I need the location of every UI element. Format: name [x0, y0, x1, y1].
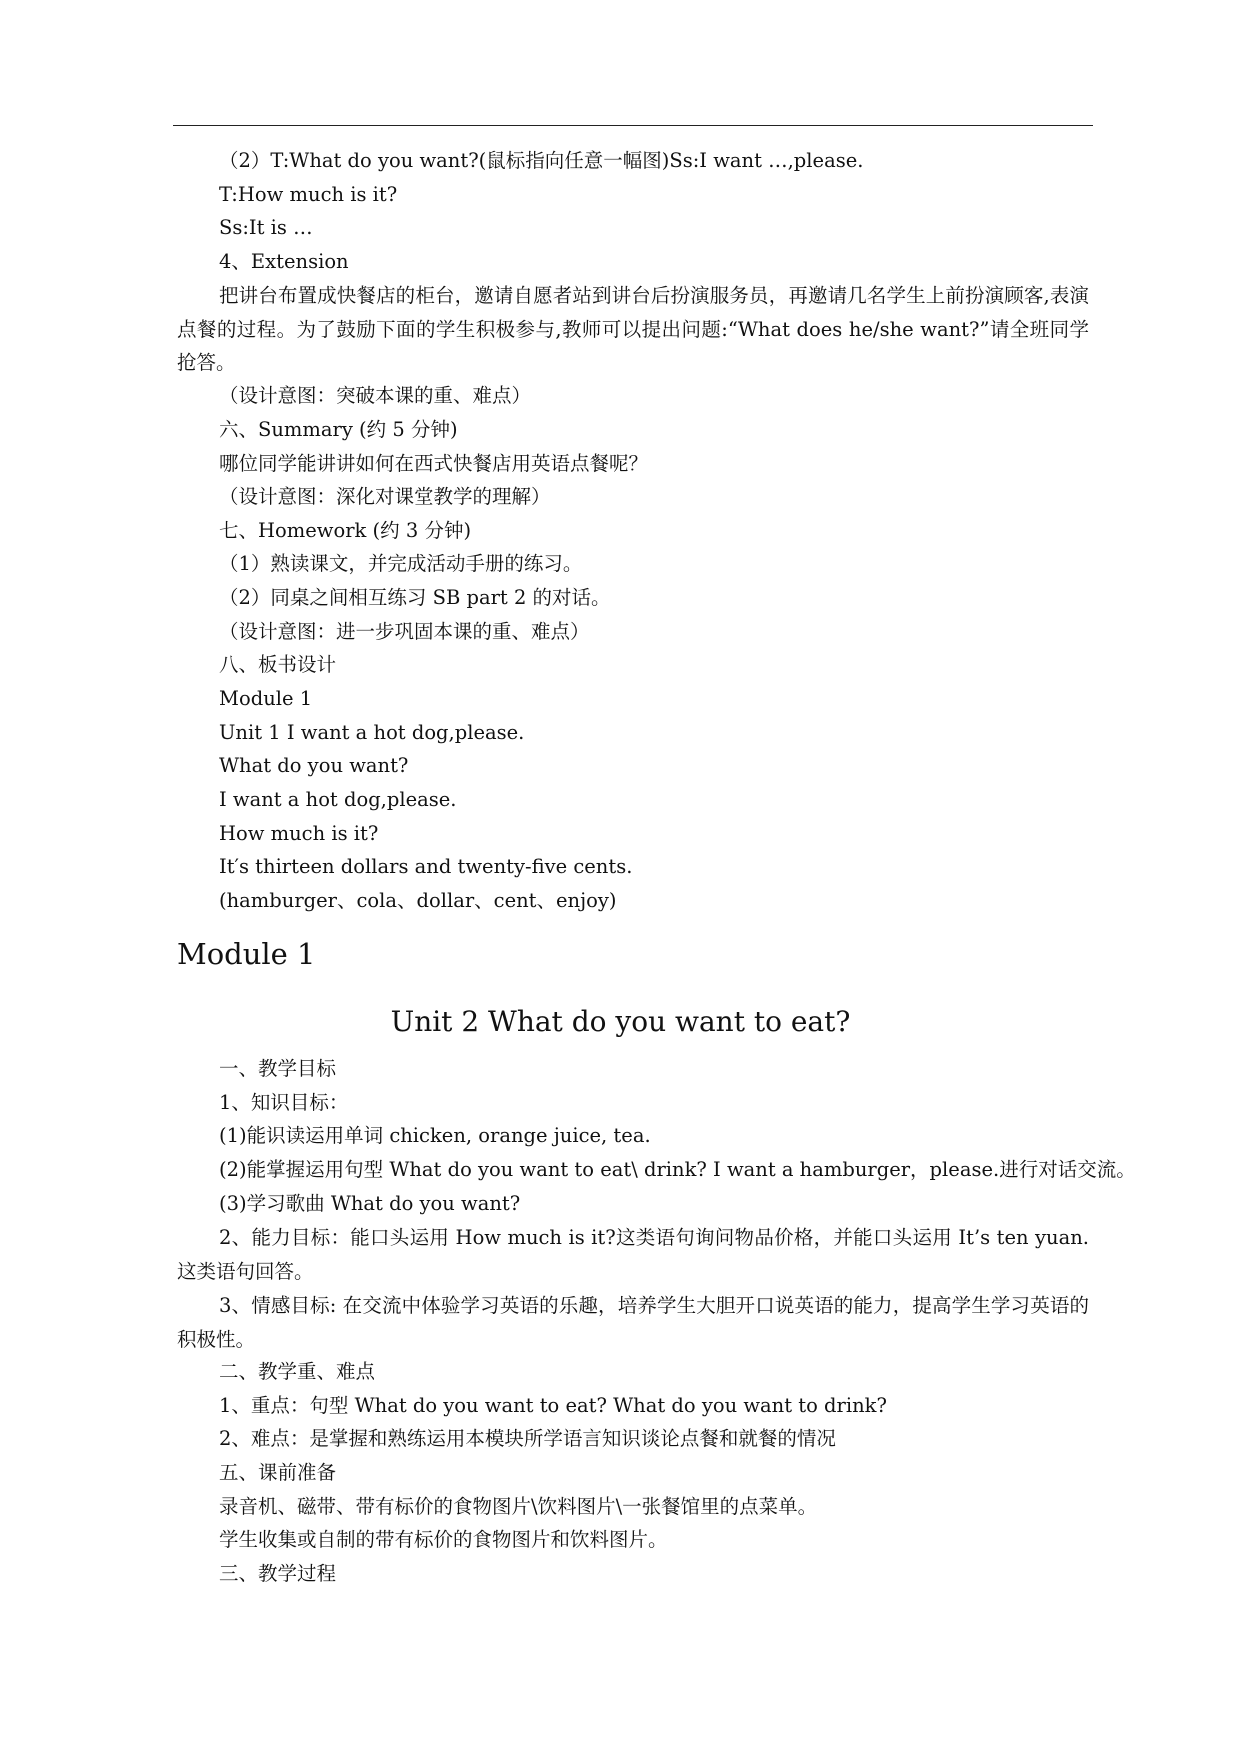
emotion-objective: 3、情感目标: 在交流中体验学习英语的乐趣，培养学生大胆开口说英语的能力，提高学生学习英语的积极性。	[177, 1294, 1089, 1351]
extension-heading: 4、Extension	[219, 250, 349, 273]
board-line: I want a hot dog,please.	[219, 788, 457, 811]
homework-item-1: （1）熟读课文，并完成活动手册的练习。	[219, 552, 583, 575]
board-line: (hamburger、cola、dollar、cent、enjoy)	[219, 889, 617, 912]
knowledge-item-2: (2)能掌握运用句型 What do you want to eat\ drink? I want a hamburger，please.进行对话交流。	[219, 1158, 1136, 1181]
knowledge-item-1: (1)能识读运用单词 chicken, orange juice, tea.	[219, 1124, 651, 1147]
objectives-heading: 一、教学目标	[219, 1057, 337, 1080]
extension-paragraph: 把讲台布置成快餐店的柜台，邀请自愿者站到讲台后扮演服务员，再邀请几名学生上前扮演顾客,表演点餐的过程。为了鼓励下面的学生积极参与,教师可以提出问题:“What does he/she want?”请全班同学抢答。	[177, 284, 1089, 375]
board-line: How much is it?	[219, 822, 379, 845]
teacher-question: T:How much is it?	[219, 183, 398, 206]
design-intent-3: （设计意图：进一步巩固本课的重、难点）	[219, 620, 590, 643]
preparation-heading: 五、课前准备	[219, 1461, 337, 1484]
homework-heading: 七、Homework (约 3 分钟)	[219, 519, 472, 542]
knowledge-heading: 1、知识目标：	[219, 1091, 349, 1114]
process-heading: 三、教学过程	[219, 1562, 337, 1585]
unit-title: Unit 2 What do you want to eat?	[390, 1005, 851, 1038]
knowledge-item-3: (3)学习歌曲 What do you want?	[219, 1192, 521, 1215]
dialogue-line-2: （2）T:What do you want?(鼠标指向任意一幅图)Ss:I want …,please.	[219, 149, 864, 172]
design-intent-2: （设计意图：深化对课堂教学的理解）	[219, 485, 551, 508]
students-answer: Ss:It is …	[219, 216, 313, 239]
homework-item-2: （2）同桌之间相互练习 SB part 2 的对话。	[219, 586, 611, 609]
difficult-point: 2、难点：是掌握和熟练运用本模块所学语言知识谈论点餐和就餐的情况	[219, 1427, 836, 1450]
board-line: What do you want?	[219, 754, 409, 777]
ability-objective: 2、能力目标：能口头运用 How much is it?这类语句询问物品价格，并能口头运用 It’s ten yuan.这类语句回答。	[177, 1226, 1089, 1283]
board-line: Module 1	[219, 687, 313, 710]
summary-text: 哪位同学能讲讲如何在西式快餐店用英语点餐呢？	[219, 452, 649, 475]
design-intent-1: （设计意图：突破本课的重、难点）	[219, 384, 532, 407]
board-line: It′s thirteen dollars and twenty-five cents.	[219, 855, 633, 878]
preparation-item-2: 学生收集或自制的带有标价的食物图片和饮料图片。	[219, 1528, 668, 1551]
board-design-heading: 八、板书设计	[219, 653, 337, 676]
header-rule	[173, 125, 1093, 126]
key-point: 1、重点：句型 What do you want to eat? What do you want to drink?	[219, 1394, 887, 1417]
preparation-item-1: 录音机、磁带、带有标价的食物图片\饮料图片\一张餐馆里的点菜单。	[219, 1495, 818, 1518]
board-line: Unit 1 I want a hot dog,please.	[219, 721, 525, 744]
summary-heading: 六、Summary (约 5 分钟)	[219, 418, 458, 441]
module-heading: Module 1	[177, 937, 316, 971]
key-points-heading: 二、教学重、难点	[219, 1360, 376, 1383]
